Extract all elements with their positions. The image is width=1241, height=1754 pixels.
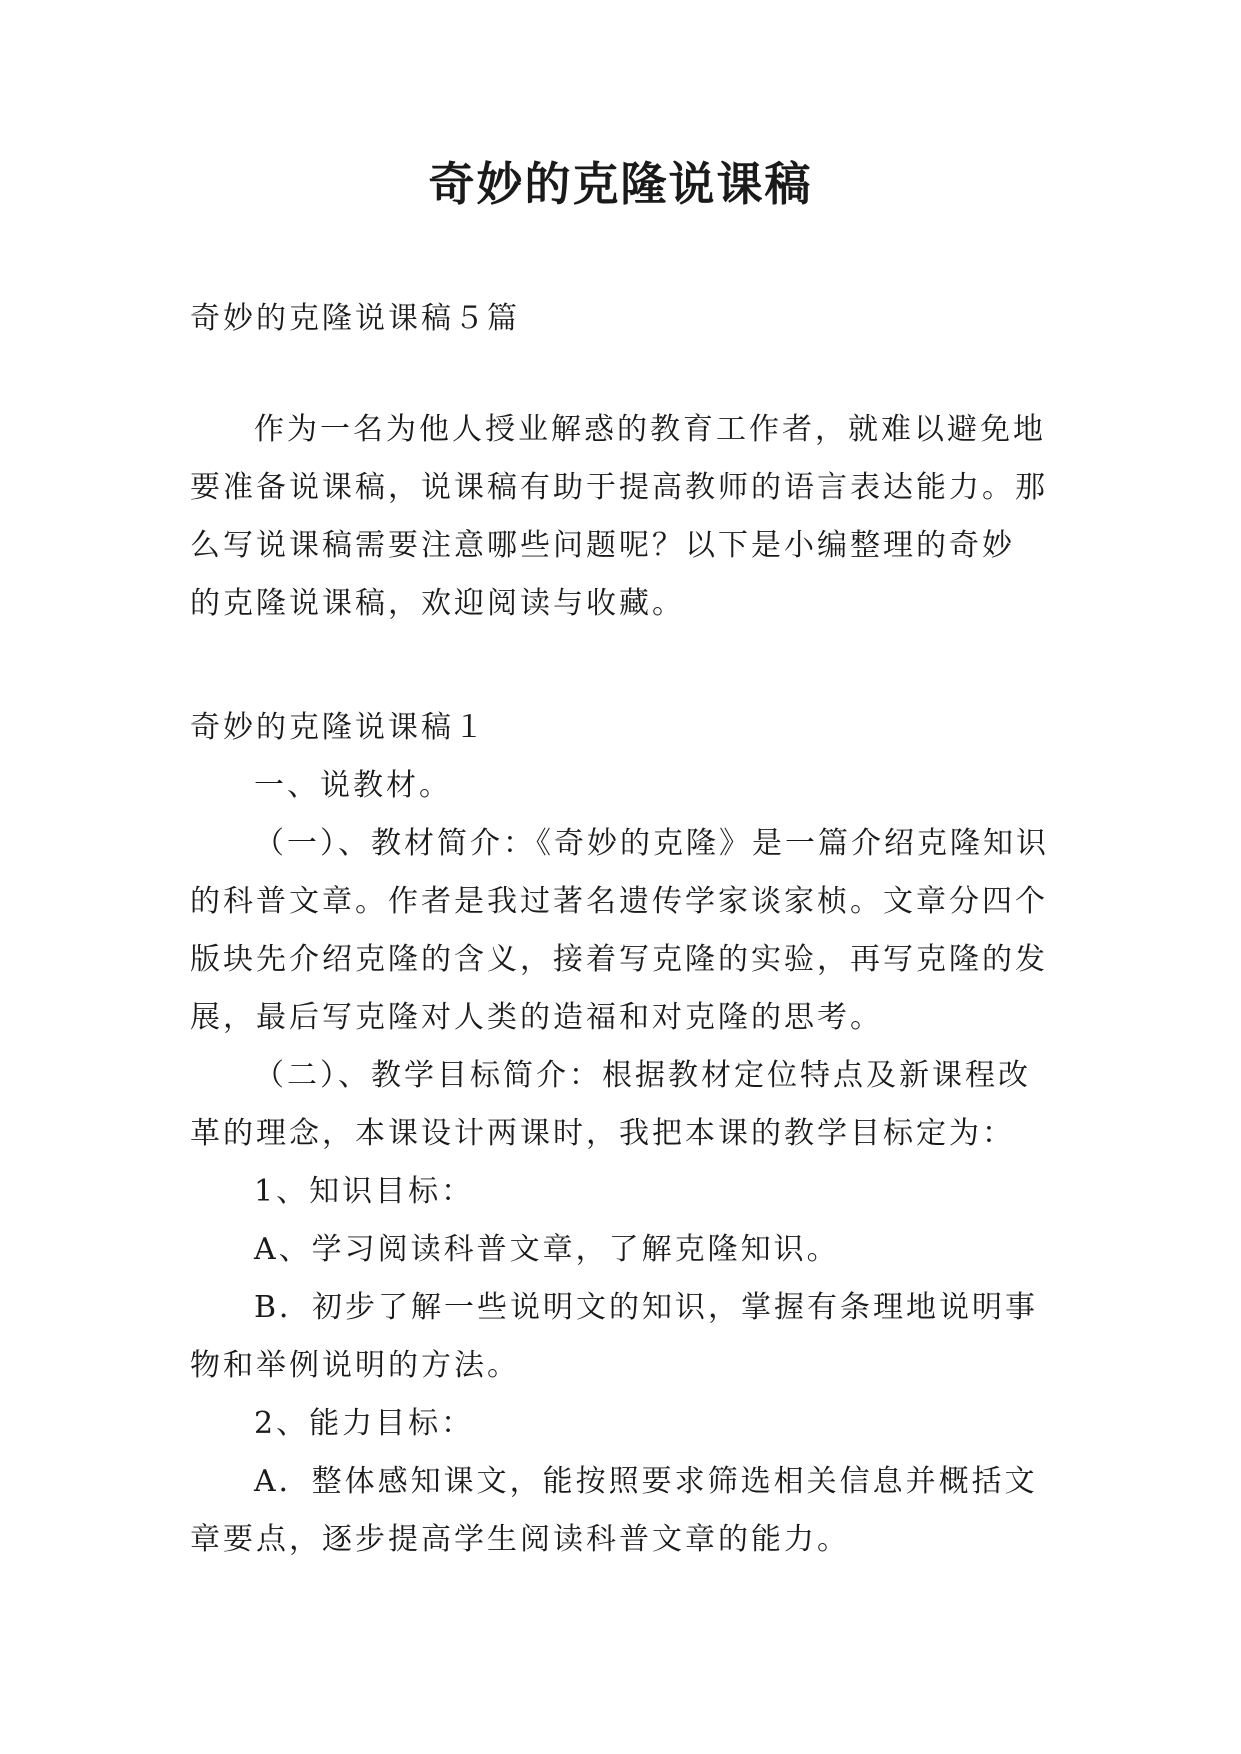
intro-paragraph bbox=[190, 401, 1050, 633]
content-line: 2、能力目标： bbox=[254, 1406, 475, 1441]
content-line: （二）、教学目标简介：根据教材定位特点及新课程改 bbox=[254, 1058, 1031, 1093]
content-line: A、学习阅读科普文章，了解克隆知识。 bbox=[254, 1232, 840, 1267]
content-line: A．整体感知课文，能按照要求筛选相关信息并概括文 bbox=[254, 1464, 1038, 1499]
subtitle-line: 奇妙的克隆说课稿５篇 bbox=[190, 301, 520, 336]
document-title: 奇妙的克隆说课稿 bbox=[428, 157, 813, 211]
intro-line: 么写说课稿需要注意哪些问题呢？以下是小编整理的奇妙 bbox=[190, 528, 1015, 563]
lesson-content bbox=[190, 699, 1050, 1569]
content-line: 革的理念，本课设计两课时，我把本课的教学目标定为： bbox=[190, 1116, 1015, 1151]
content-line: 章要点，逐步提高学生阅读科普文章的能力。 bbox=[190, 1522, 850, 1557]
content-line: （一）、教材简介：《奇妙的克隆》是一篇介绍克隆知识 bbox=[254, 826, 1049, 861]
intro-line: 的克隆说课稿，欢迎阅读与收藏。 bbox=[190, 586, 685, 621]
document-subtitle bbox=[190, 290, 1050, 348]
intro-line: 要准备说课稿，说课稿有助于提高教师的语言表达能力。那 bbox=[190, 470, 1048, 505]
content-line: 一、说教材。 bbox=[254, 768, 452, 803]
content-line: 版块先介绍克隆的含义，接着写克隆的实验，再写克隆的发 bbox=[190, 942, 1048, 977]
section-heading: 奇妙的克隆说课稿１ bbox=[190, 710, 487, 745]
content-line: B．初步了解一些说明文的知识，掌握有条理地说明事 bbox=[254, 1290, 1039, 1325]
content-line: 物和举例说明的方法。 bbox=[190, 1348, 520, 1383]
intro-line: 作为一名为他人授业解惑的教育工作者，就难以避免地 bbox=[254, 412, 1046, 447]
content-line: 展，最后写克隆对人类的造福和对克隆的思考。 bbox=[190, 1000, 883, 1035]
content-line: 的科普文章。作者是我过著名遗传学家谈家桢。文章分四个 bbox=[190, 884, 1048, 919]
content-line: 1、知识目标： bbox=[254, 1174, 475, 1209]
